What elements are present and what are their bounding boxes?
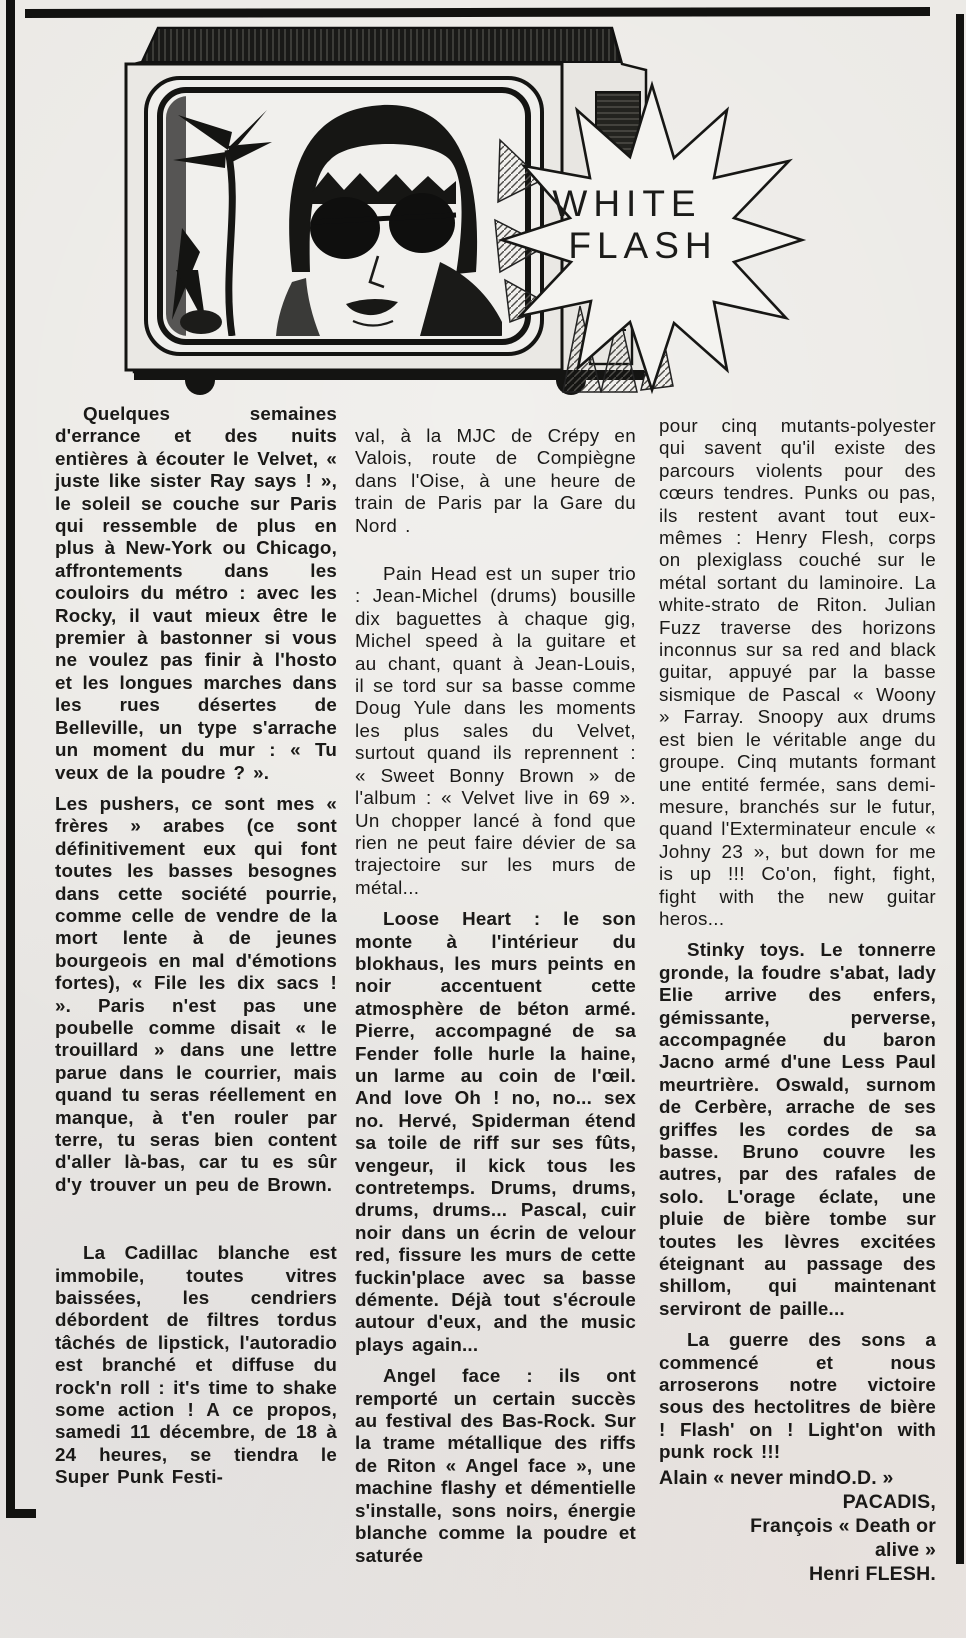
article-column-3: [659, 403, 936, 1586]
paragraph: pour cinq mutants-polyester qui savent qu'il existe des parcours violents pour des cœurs tendres. Punks ou pas, ils restent avant tout eux-mêmes : Henry Flesh, corps on plexiglass couché sur le métal sortant du laminoire. La white-strato de Riton. Julian Fuzz traverse des horizons inconnus sur sa red and black guitar, appuyé par la basse sismique de Pascal « Woony » Farray. Snoopy aux drums est bien le véritable ange du groupe. Cinq mutants formant une entité fermée, sans demi-mesure, branchés sur le futur, quand l'Exterminateur encule « Johny 23 », but down for me is up !!! Co'on, fight, fight, fight with the new guitar heros...: [659, 415, 936, 929]
paragraph: Pain Head est un super trio : Jean-Michel (drums) bousille dix baguettes à chaque gig, Michel speed à la guitare et au chant, quant à Jean-Louis, il se tord sur sa basse comme Doug Yule dans les moments les plus sales du Velvet, surtout quand ils reprennent : « Sweet Bonny Brown » de l'album : « Velvet live in 69 ». Un chopper lancé à fond que rien ne peut faire dévier de sa trajectoire sur les murs de métal...: [355, 563, 636, 898]
signature-line: PACADIS,: [842, 1490, 936, 1513]
paragraph: Stinky toys. Le tonnerre gronde, la foudre s'abat, lady Elie arrive des enfers, gémissante, perverse, accompagnée du baron Jacno armé d'une Less Paul meurtrière. Oswald, surnom de Cerbère, arrache de ses griffes les cordes de sa basse. Bruno couvre les autres, par des rafales de solo. L'orage éclate, une pluie de bière tombe sur toutes les lèvres excitées éteignant au passage des shillom, qui maintenant serviront de paille...: [659, 939, 936, 1319]
tv-screen-image: [166, 96, 522, 342]
paragraph: Quelques semaines d'errance et des nuits entières à écouter le Velvet, « juste like sister Ray says ! », le soleil se couche sur Paris qui ressemble de plus en plus à New-York ou Chicago, affrontements dans les couloirs du métro : avec les Rocky, il vaut mieux être le premier à bastonner si vous ne voulez pas finir à l'hosto et les longues marches dans les rues désertes de Belleville, un type s'arrache un moment du mur : « Tu veux de la poudre ? ».: [55, 403, 337, 783]
masthead-line-2: FLASH: [568, 225, 718, 266]
paragraph: val, à la MJC de Crépy en Valois, route de Compiègne dans l'Oise, à une heure de train de Paris par la Gare du Nord .: [355, 425, 636, 536]
paragraph: Les pushers, ce sont mes « frères » arabes (ce sont définitivement eux qui font toutes les basses besognes dans cette société pourrie, comme celle de vendre de la mort lente à de jeunes bourgeois en mal d'émotions fortes), « File les dix sacs ! ». Paris n'est pas une poubelle comme disait « le trouillard » dans une lettre parue dans le courrier, mais quand tu seras réellement en manque, à t'en rouler par terre, tu seras bien content d'aller là-bas, car tu es sûr d'y trouver un peu de Brown.: [55, 792, 337, 1195]
paragraph: La Cadillac blanche est immobile, toutes vitres baissées, les cendriers débordent de filtres tordus tâchés de lipstick, l'autoradio est branché et diffuse du rock'n roll : it's time to shake some action ! A ce propos, samedi 11 décembre, de 18 à 24 heures, se tiendra le Super Punk Festi-: [55, 1242, 337, 1488]
paragraph: La guerre des sons a commencé et nous arroserons notre victoire sous des hectolitres de bière ! Flash' on ! Light'on with punk rock !!!: [659, 1329, 936, 1463]
page-rule-top: [25, 7, 930, 18]
tv-illustration: [0, 20, 966, 398]
article-column-2: [355, 403, 636, 1567]
signature-line: Alain « never mindO.D. »: [659, 1466, 894, 1489]
paragraph: Loose Heart : le son monte à l'intérieur du blokhaus, les murs peints en noir accentuent cette atmosphère de béton armé. Pierre, accompagné de sa Fender folle hurle la haine, un larme au coin de l'œil. And love Oh ! no, no... sex no. Hervé, Spiderman étend sa toile de riff sur ses fûts, vengeur, il kick tous les contretemps. Drums, drums, drums, drums... Pascal, cuir noir dans un écrin de velour red, fissure les murs de cette fuckin'place avec sa basse démente. Déjà tout s'écroule autour d'eux, and the music plays again...: [355, 908, 636, 1355]
signature-line: alive »: [874, 1538, 936, 1561]
masthead-line-1: WHITE: [552, 183, 702, 224]
signature-line: Henri FLESH.: [809, 1562, 936, 1585]
paragraph: Angel face : ils ont remporté un certain succès au festival des Bas-Rock. Sur la trame métallique des riffs de Riton « Angel face », une machine flashy et démentielle s'installe, sons noirs, énergie blanche comme la poudre et saturée: [355, 1365, 636, 1566]
article-column-1: [55, 403, 337, 1489]
page-rule-left-foot: [6, 1509, 36, 1518]
signature-line: François « Death or: [750, 1514, 936, 1537]
signature-block: [659, 1466, 936, 1586]
